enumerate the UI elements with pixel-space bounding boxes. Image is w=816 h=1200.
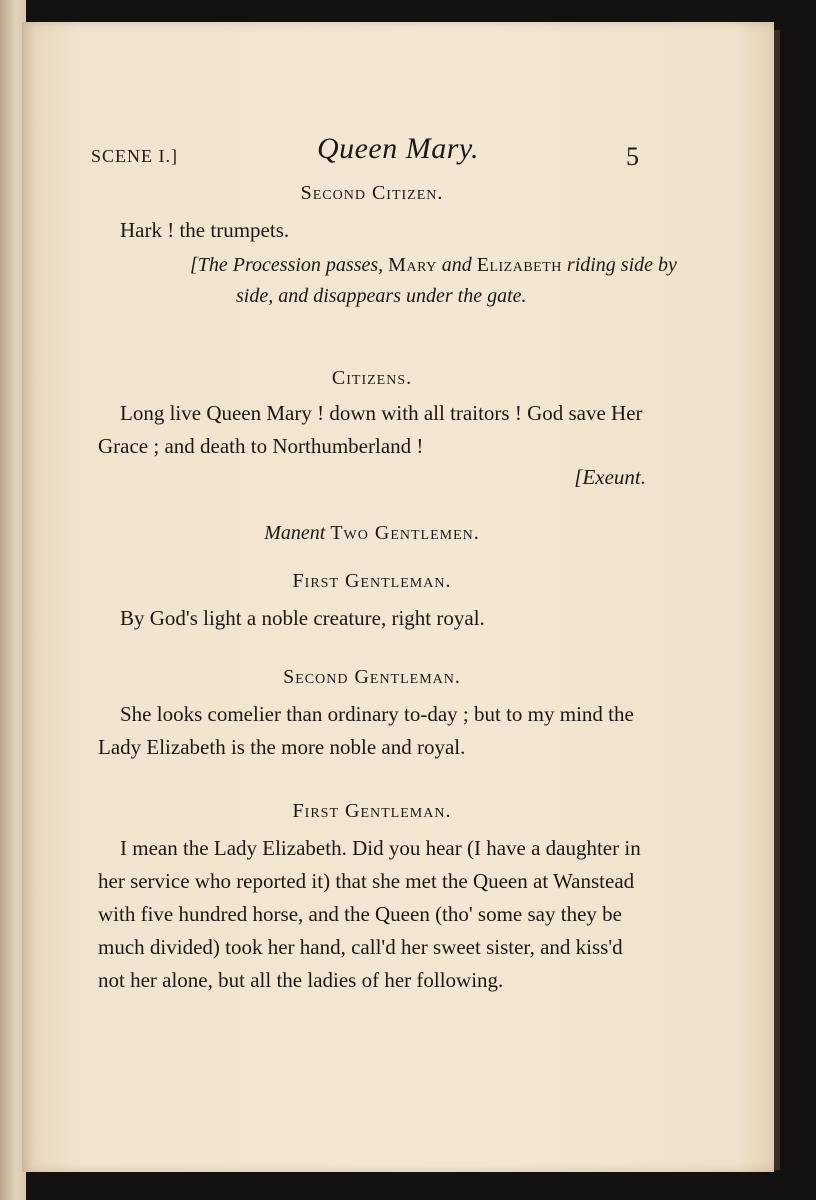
dialogue-line: By God's light a noble creature, right royal. (120, 606, 485, 630)
stage-text: The Procession passes, (197, 254, 384, 276)
stage-bracket: [ (190, 254, 198, 276)
manent-italic: Manent (264, 522, 326, 544)
speaker-heading: Citizens. (331, 367, 413, 389)
book-page (22, 22, 774, 1172)
stage-and: and (441, 254, 472, 276)
running-header (22, 122, 774, 172)
dialogue-line: Long live Queen Mary ! down with all traitors ! God save Her Grace ; and death to Northumberland ! (98, 401, 643, 458)
speaker-heading: Second Citizen. (300, 182, 444, 204)
running-title: Queen Mary. (316, 132, 480, 165)
speaker-heading: First Gentleman. (292, 800, 452, 822)
dialogue-line: I mean the Lady Elizabeth. Did you hear (I have a daughter in her service who reported it) that she met the Queen at Wanstead with five hundred horse, and the Queen (tho' some say they be much divided) took her hand, call'd her sweet sister, and kiss'd not her alone, but all the ladies of her following. (98, 836, 641, 992)
stage-text: riding side by side, and disappears under the gate. (236, 254, 677, 307)
speaker-heading: First Gentleman. (292, 570, 452, 592)
manent-characters: Two Gentlemen. (330, 522, 480, 544)
exit-direction: [Exeunt. (574, 465, 646, 489)
dialogue-line: She looks comelier than ordinary to-day ; but to my mind the Lady Elizabeth is the more noble and royal. (98, 702, 634, 759)
dialogue-line: Hark ! the trumpets. (120, 218, 290, 242)
stage-character-elizabeth: Elizabeth (476, 254, 562, 276)
page-number: 5 (626, 142, 639, 171)
scene-label: SCENE I.] (91, 146, 178, 166)
stage-direction (190, 250, 692, 312)
book-cover-edge (774, 30, 780, 1170)
stage-direction-manent (98, 522, 646, 545)
stage-character-mary: Mary (388, 254, 437, 276)
speaker-heading: Second Gentleman. (283, 666, 461, 688)
